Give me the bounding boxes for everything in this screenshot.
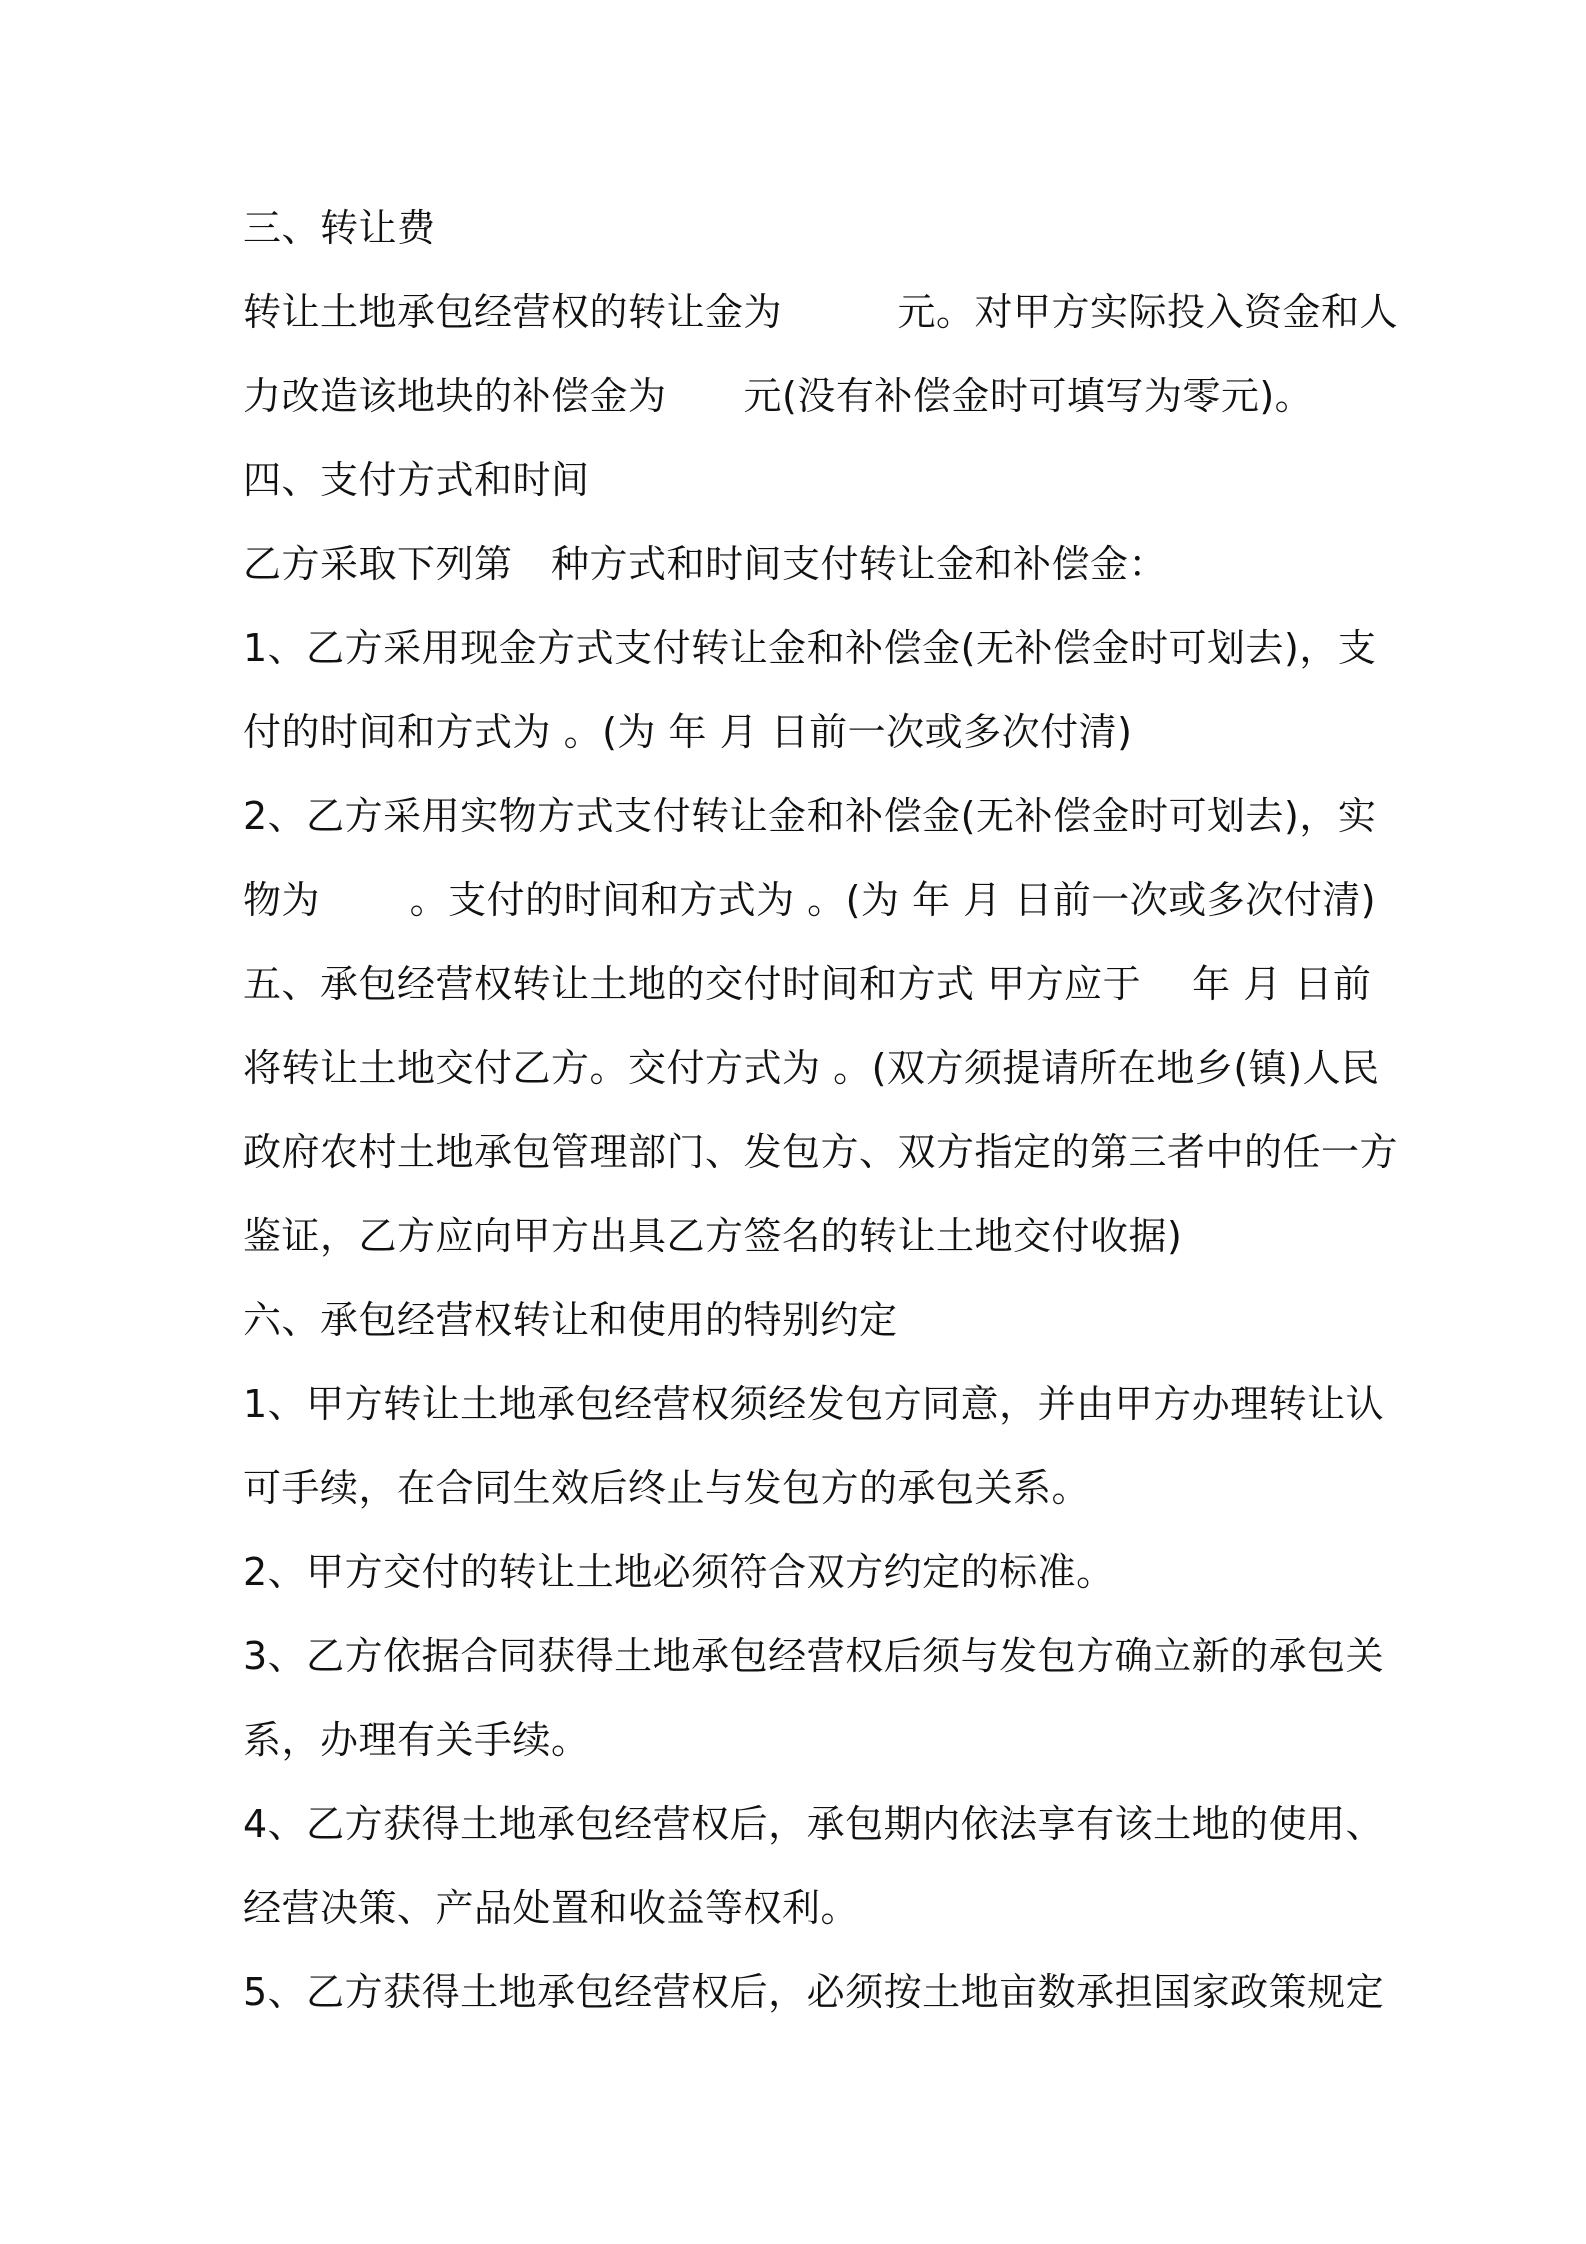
paragraph-line: 政府农村土地承包管理部门、发包方、双方指定的第三者中的任一方 <box>243 1130 1399 1174</box>
paragraph-line: 乙方采取下列第 种方式和时间支付转让金和补偿金： <box>243 542 1168 586</box>
paragraph-line: 付的时间和方式为 。(为 年 月 日前一次或多次付清) <box>243 710 1133 754</box>
paragraph-line: 2、乙方采用实物方式支付转让金和补偿金(无补偿金时可划去)，实 <box>243 794 1377 838</box>
paragraph-line: 将转让土地交付乙方。交付方式为 。(双方须提请所在地乡(镇)人民 <box>243 1046 1380 1090</box>
paragraph-line: 3、乙方依据合同获得土地承包经营权后须与发包方确立新的承包关 <box>243 1634 1385 1678</box>
paragraph-line: 鉴证，乙方应向甲方出具乙方签名的转让土地交付收据) <box>243 1214 1183 1258</box>
paragraph-line: 转让土地承包经营权的转让金为 元。对甲方实际投入资金和人 <box>243 290 1399 334</box>
paragraph-line: 5、乙方获得土地承包经营权后，必须按土地亩数承担国家政策规定 <box>243 1970 1385 2014</box>
paragraph-line: 1、乙方采用现金方式支付转让金和补偿金(无补偿金时可划去)，支 <box>243 626 1377 670</box>
paragraph-line: 4、乙方获得土地承包经营权后，承包期内依法享有该土地的使用、 <box>243 1802 1385 1846</box>
paragraph-line: 可手续，在合同生效后终止与发包方的承包关系。 <box>243 1466 1091 1510</box>
heading-payment-method: 四、支付方式和时间 <box>243 458 590 502</box>
heading-transfer-fee: 三、转让费 <box>243 206 436 250</box>
paragraph-line: 物为 。支付的时间和方式为 。(为 年 月 日前一次或多次付清) <box>243 878 1377 922</box>
paragraph-line: 经营决策、产品处置和收益等权利。 <box>243 1886 860 1930</box>
heading-delivery: 五、承包经营权转让土地的交付时间和方式 甲方应于 年 月 日前 <box>243 962 1372 1006</box>
paragraph-line: 1、甲方转让土地承包经营权须经发包方同意，并由甲方办理转让认 <box>243 1382 1385 1426</box>
paragraph-line: 力改造该地块的补偿金为 元(没有补偿金时可填写为零元)。 <box>243 374 1314 418</box>
paragraph-line: 系，办理有关手续。 <box>243 1718 590 1762</box>
heading-special-terms: 六、承包经营权转让和使用的特别约定 <box>243 1298 898 1342</box>
paragraph-line: 2、甲方交付的转让土地必须符合双方约定的标准。 <box>243 1550 1115 1594</box>
